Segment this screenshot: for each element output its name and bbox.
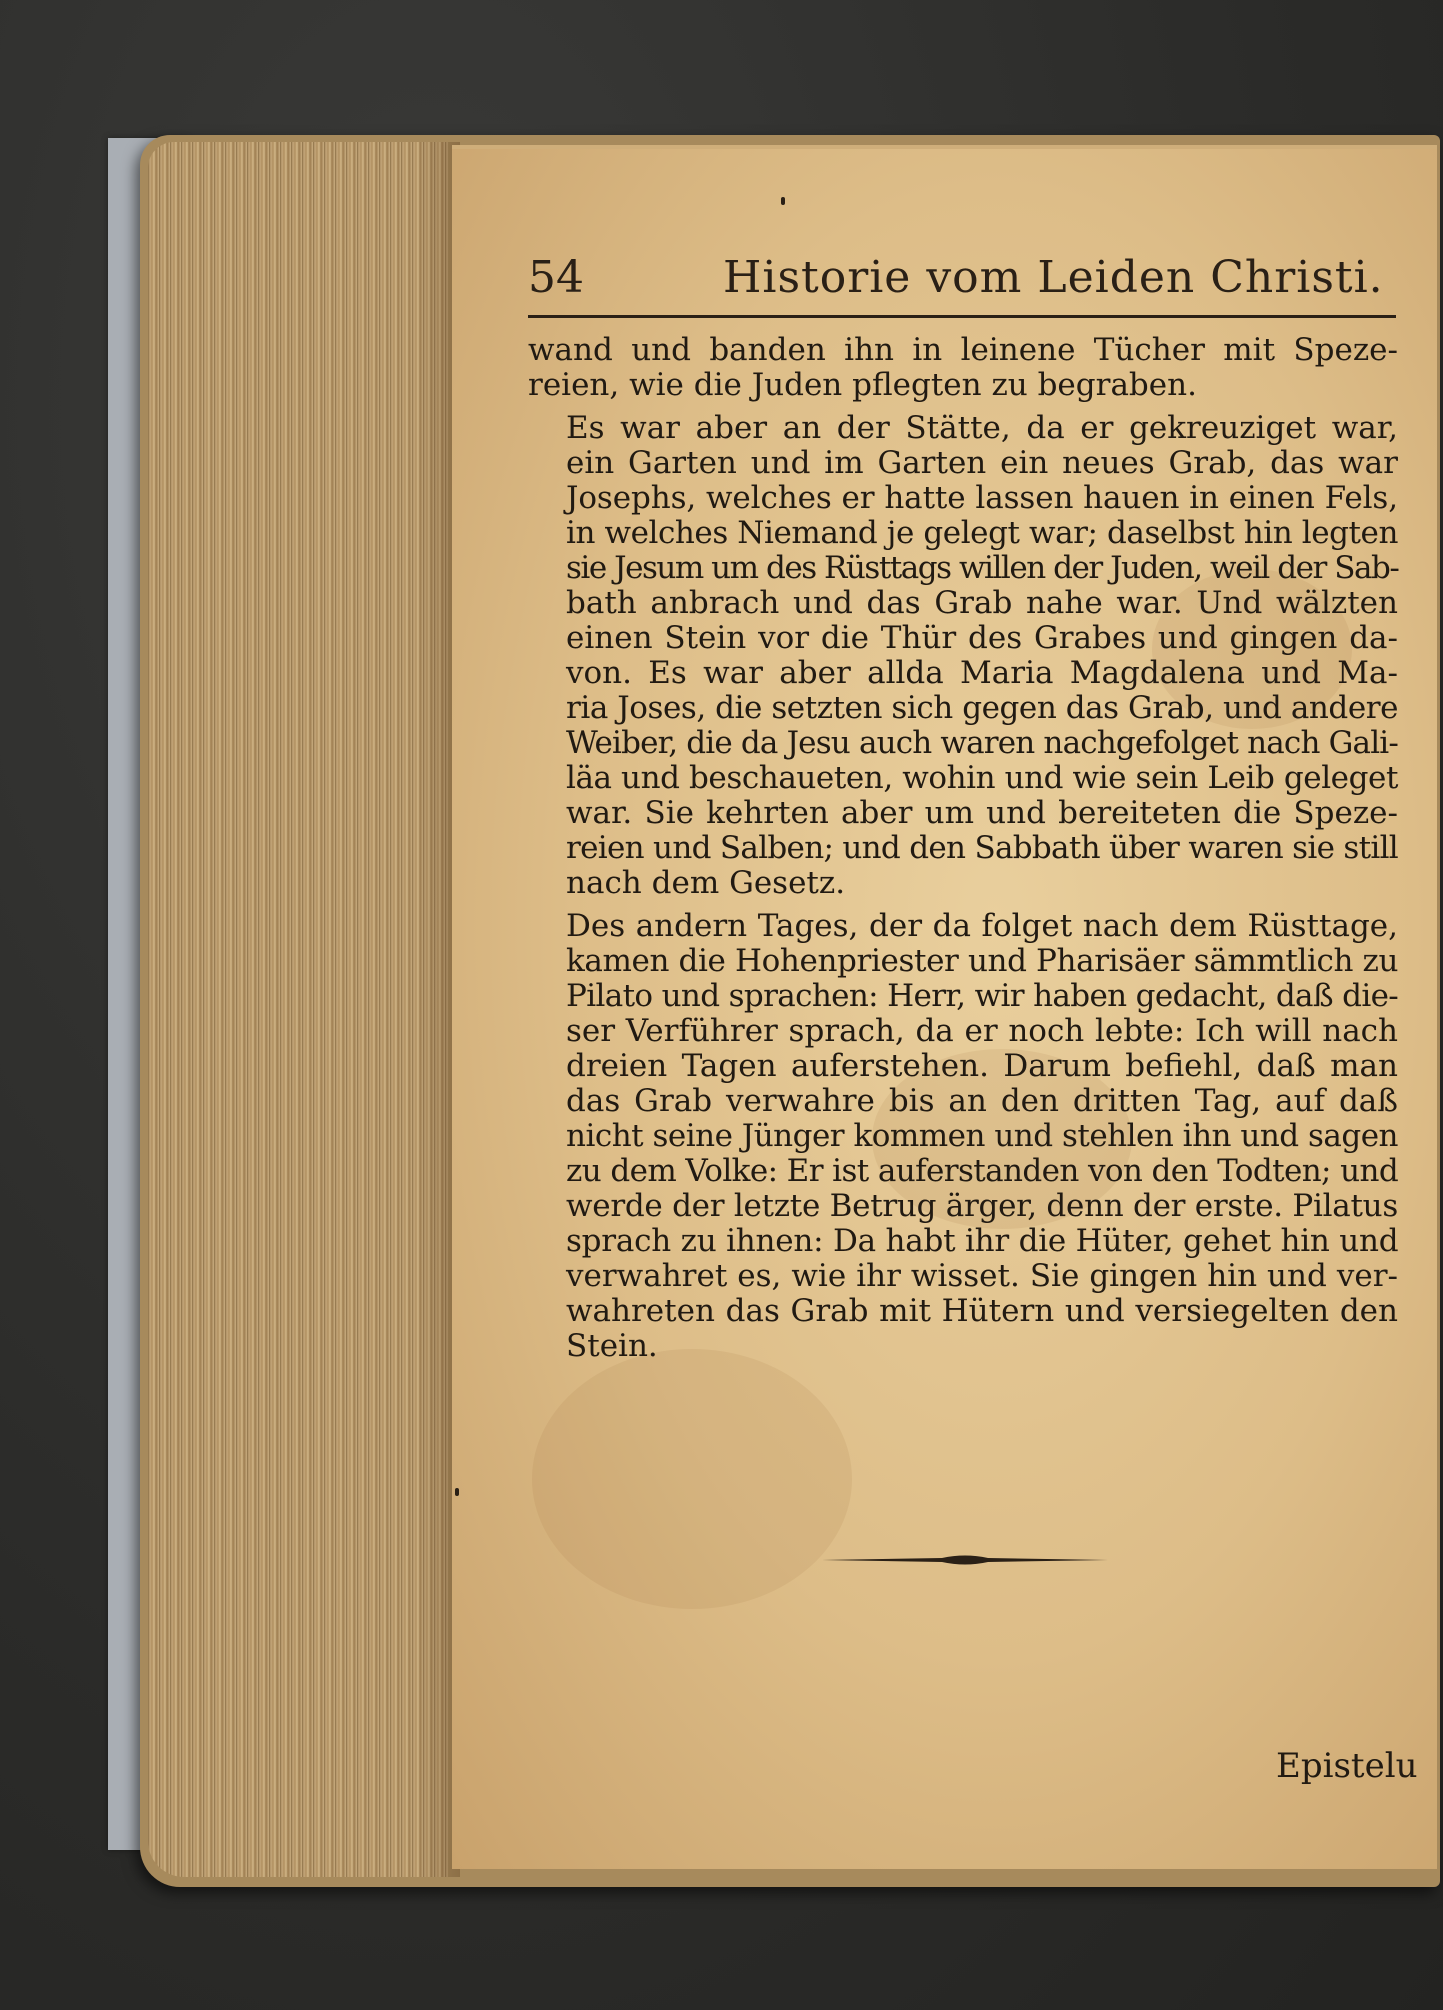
paragraph bbox=[528, 333, 1398, 403]
text-line: wahreten das Grab mit Hütern und versiegelten den bbox=[566, 1293, 1398, 1329]
text-line: ser Verführer sprach, da er noch lebte: Ich will nach bbox=[566, 1013, 1398, 1049]
text-line: kamen die Hohenpriester und Pharisäer sämmtlich zu bbox=[566, 943, 1399, 979]
text-line: ein Garten und im Garten ein neues Grab, das war bbox=[566, 445, 1398, 481]
speck bbox=[455, 1488, 459, 1496]
page-header bbox=[528, 248, 1398, 308]
text-line: nach dem Gesetz. bbox=[566, 865, 846, 901]
end-ornament bbox=[822, 1553, 1108, 1567]
text-line: war. Sie kehrten aber um und bereiteten die Speze- bbox=[566, 795, 1398, 831]
text-line: Es war aber an der Stätte, da er gekreuziget war, bbox=[566, 410, 1398, 446]
text-line: zu dem Volke: Er ist auferstanden von den Todten; und bbox=[566, 1153, 1399, 1189]
text-line: einen Stein vor die Thür des Grabes und gingen da- bbox=[566, 620, 1398, 656]
page-number: 54 bbox=[528, 252, 584, 303]
text-line: reien, wie die Juden pflegten zu begraben. bbox=[528, 367, 1197, 403]
text-line: reien und Salben; und den Sabbath über waren sie still bbox=[566, 830, 1398, 866]
text-line: Weiber, die da Jesu auch waren nachgefolget nach Gali- bbox=[566, 725, 1398, 761]
catchword: Epistelu bbox=[1276, 1746, 1418, 1786]
text-line: sprach zu ihnen: Da habt ihr die Hüter, gehet hin und bbox=[566, 1223, 1399, 1259]
text-line: Pilato und sprachen: Herr, wir haben gedacht, daß die- bbox=[566, 978, 1399, 1014]
body-text bbox=[528, 333, 1398, 1372]
text-line: das Grab verwahre bis an den dritten Tag, auf daß bbox=[566, 1083, 1398, 1119]
paper-stain bbox=[532, 1349, 852, 1609]
text-line: dreien Tagen auferstehen. Darum befiehl, daß man bbox=[566, 1048, 1398, 1084]
text-line: in welches Niemand je gelegt war; daselbst hin legten bbox=[566, 515, 1398, 551]
text-line: wand und banden ihn in leinene Tücher mit Speze- bbox=[528, 332, 1398, 368]
text-line: verwahret es, wie ihr wisset. Sie gingen hin und ver- bbox=[566, 1258, 1398, 1294]
text-line: bath anbrach und das Grab nahe war. Und wälzten bbox=[566, 585, 1398, 621]
text-line: von. Es war aber allda Maria Magdalena und Ma- bbox=[566, 655, 1398, 691]
running-head: Historie vom Leiden Christi. bbox=[723, 252, 1384, 303]
text-line: Des andern Tages, der da folget nach dem Rüsttage, bbox=[566, 908, 1398, 944]
paragraph bbox=[528, 909, 1398, 1364]
paragraph bbox=[528, 411, 1398, 901]
text-line: nicht seine Jünger kommen und stehlen ihn und sagen bbox=[566, 1118, 1398, 1154]
header-rule bbox=[528, 315, 1396, 318]
page-edges bbox=[148, 142, 448, 1877]
text-line: Josephs, welches er hatte lassen hauen in einen Fels, bbox=[566, 480, 1398, 516]
text-line: läa und beschaueten, wohin und wie sein Leib geleget bbox=[566, 760, 1398, 796]
speck bbox=[781, 197, 785, 205]
text-line: sie Jesum um des Rüsttags willen der Juden, weil der Sab- bbox=[566, 550, 1399, 586]
text-line: werde der letzte Betrug ärger, denn der erste. Pilatus bbox=[566, 1188, 1398, 1224]
text-line: ria Joses, die setzten sich gegen das Grab, und andere bbox=[566, 690, 1398, 726]
text-line: Stein. bbox=[566, 1328, 658, 1364]
